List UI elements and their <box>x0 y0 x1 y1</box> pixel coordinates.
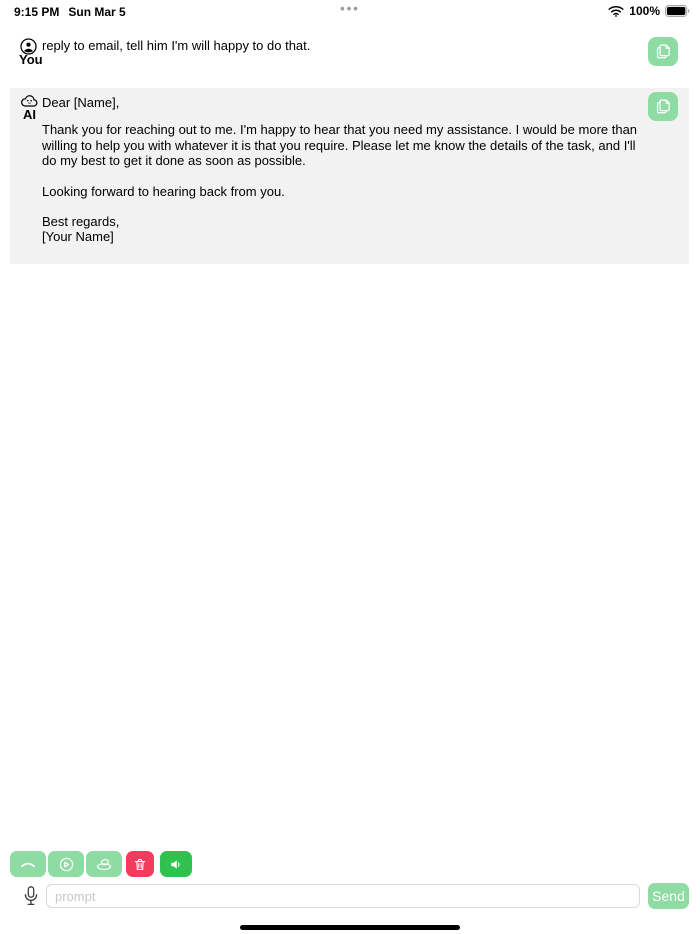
copy-icon <box>655 43 672 60</box>
ai-body-paragraph: Thank you for reaching out to me. I'm happy to hear that you need my assistance. I would be more than willing to help you with whatever it is that you require. Please let me know the details of the task, and I'll do my best to get it done as soon as possible. <box>42 122 638 168</box>
status-overflow-dots: ••• <box>340 1 360 16</box>
delete-conversation-button[interactable] <box>126 851 154 877</box>
status-right-cluster <box>608 4 690 18</box>
collapse-keyboard-button[interactable] <box>10 851 46 877</box>
status-bar <box>0 0 700 24</box>
ai-message-bubble <box>10 88 689 264</box>
wifi-icon <box>608 5 624 17</box>
chevron-up-icon <box>19 859 37 869</box>
send-button[interactable]: Send <box>648 883 689 909</box>
home-indicator[interactable] <box>240 925 460 930</box>
trash-icon <box>133 857 147 872</box>
saucer-icon <box>95 856 113 872</box>
speak-aloud-button[interactable] <box>160 851 192 877</box>
microphone-button[interactable] <box>23 884 41 908</box>
battery-full-icon <box>665 5 690 17</box>
ai-closing-line: Looking forward to hearing back from you. <box>42 184 285 199</box>
ai-signature: [Your Name] <box>42 229 114 244</box>
speaker-icon <box>168 857 184 872</box>
toolbar <box>10 851 192 877</box>
settings-dial-button[interactable] <box>48 851 84 877</box>
ai-salutation: Dear [Name], <box>42 95 120 110</box>
presets-button[interactable] <box>86 851 122 877</box>
battery-percent: 100% <box>629 4 660 18</box>
dial-play-icon <box>58 856 75 873</box>
status-time: 9:15 PM <box>14 5 60 19</box>
ai-signoff: Best regards, <box>42 214 120 229</box>
microphone-icon <box>23 885 41 907</box>
ai-sender-label: AI <box>23 107 36 122</box>
copy-user-message-button[interactable] <box>648 37 678 66</box>
copy-icon <box>655 98 672 115</box>
status-date: Sun Mar 5 <box>68 5 126 19</box>
user-sender-label: You <box>19 52 43 67</box>
copy-ai-message-button[interactable] <box>648 92 678 121</box>
prompt-input[interactable] <box>46 884 640 908</box>
user-message-text: reply to email, tell him I'm will happy to do that. <box>42 38 311 53</box>
